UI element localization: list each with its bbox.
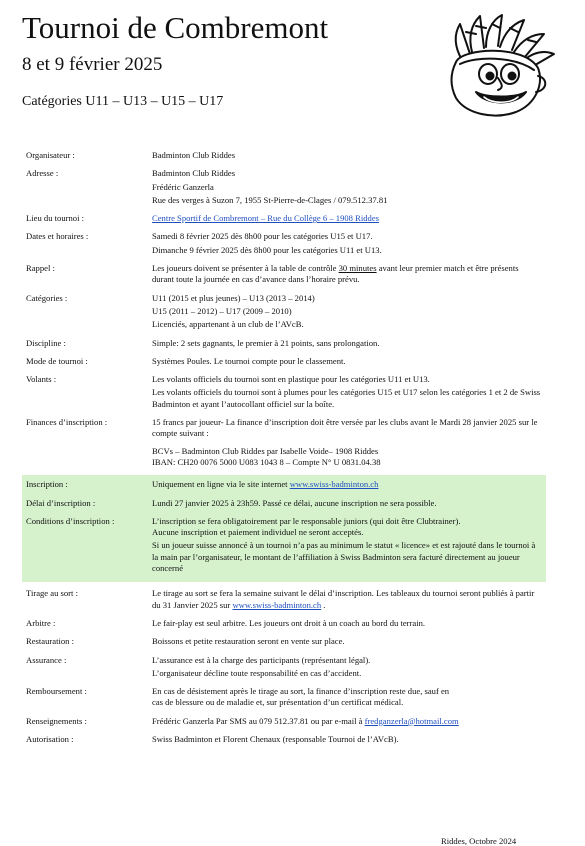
schedule-saturday: Samedi 8 février 2025 dès 8h00 pour les catégories U15 et U17. bbox=[152, 231, 373, 242]
reminder-text-end: avant leur premier match et être présents durant toute la journée en cas d’avance dans l’horaire prévu. bbox=[152, 263, 519, 285]
row-value: Systèmes Poules. Le tournoi compte pour le classement. bbox=[152, 355, 346, 366]
row-lieu bbox=[22, 213, 546, 231]
row-value: Boissons et petite restauration seront en vente sur place. bbox=[152, 636, 345, 647]
reminder-underlined: 30 minutes bbox=[338, 263, 377, 274]
reminder-text-start: Les joueurs doivent se présenter à la table de contrôle bbox=[152, 263, 339, 274]
draw-text: Le tirage au sort se fera la semaine suivant le délai d’inscription. Les tableaux du tournoi seront publiés à partir du 31 Janvier 2025 sur bbox=[152, 588, 535, 610]
categories-line-3: Licenciés, appartenant à un club de l’AVcB. bbox=[152, 319, 304, 330]
tournament-title: Tournoi de Combremont bbox=[22, 10, 329, 45]
row-value bbox=[148, 475, 546, 497]
row-arbitre bbox=[22, 618, 546, 636]
row-label: Mode de tournoi : bbox=[26, 355, 88, 366]
row-value bbox=[148, 168, 546, 213]
row-value: Badminton Club Riddes bbox=[152, 150, 236, 160]
row-label: Assurance : bbox=[26, 654, 67, 665]
row-value: Lundi 27 janvier 2025 à 23h59. Passé ce délai, aucune inscription ne sera possible. bbox=[148, 498, 546, 516]
row-value bbox=[148, 231, 546, 263]
shuttles-feather: Les volants officiels du tournoi sont à plumes pour les catégories U15 et U17 selon les catégories 1 et 2 de Swiss Badminton et ayant l’autocollant officiel sur la boîte. bbox=[152, 387, 541, 409]
email-link[interactable]: fredganzerla@hotmail.com bbox=[364, 715, 459, 726]
row-label: Restauration : bbox=[26, 636, 74, 647]
row-conditions bbox=[22, 516, 546, 582]
row-mode bbox=[22, 356, 546, 374]
fee-text: 15 francs par joueur- La finance d’inscription doit être versée par les clubs avant le Mardi 28 janvier 2025 sur le compte suivant : bbox=[152, 417, 538, 439]
row-assurance bbox=[22, 655, 546, 687]
conditions-line-2: Aucune inscription et paiement individuel ne seront acceptés. bbox=[152, 527, 364, 538]
row-label: Volants : bbox=[26, 374, 57, 385]
row-autorisation bbox=[22, 734, 546, 752]
row-label: Discipline : bbox=[26, 337, 66, 348]
row-value bbox=[148, 263, 546, 293]
row-value bbox=[148, 417, 546, 475]
row-value bbox=[148, 516, 546, 582]
row-label: Remboursement : bbox=[26, 686, 87, 697]
row-label: Renseignements : bbox=[26, 715, 87, 726]
schedule-sunday: Dimanche 9 février 2025 dès 8h00 pour les catégories U11 et U13. bbox=[152, 244, 382, 255]
draw-text-end: . bbox=[321, 599, 326, 610]
footer-date: Riddes, Octobre 2024 bbox=[441, 836, 517, 846]
row-label: Tirage au sort : bbox=[26, 588, 78, 599]
row-inscription bbox=[22, 475, 546, 497]
bank-iban: IBAN: CH20 0076 5000 U083 1043 8 – Compte N° U 0831.04.38 bbox=[152, 456, 381, 467]
row-value: Swiss Badminton et Florent Chenaux (responsable Tournoi de l’AVcB). bbox=[152, 733, 399, 744]
insurance-line-2: L’organisateur décline toute responsabilité en cas d’accident. bbox=[152, 667, 362, 678]
tournament-dates: 8 et 9 février 2025 bbox=[22, 54, 163, 75]
row-remboursement bbox=[22, 686, 546, 716]
row-label: Finances d’inscription : bbox=[26, 417, 108, 428]
row-restauration bbox=[22, 636, 546, 654]
row-value: Simple: 2 sets gagnants, le premier à 21 points, sans prolongation. bbox=[152, 337, 380, 348]
row-categories bbox=[22, 293, 546, 338]
row-label: Inscription : bbox=[22, 475, 148, 497]
categories-line-1: U11 (2015 et plus jeunes) – U13 (2013 – 2014) bbox=[152, 292, 315, 303]
row-adresse bbox=[22, 168, 546, 213]
insurance-line-1: L’assurance est à la charge des participants (représentant légal). bbox=[152, 654, 371, 665]
row-delai bbox=[22, 498, 546, 516]
tournament-info-table bbox=[22, 150, 546, 752]
row-rappel bbox=[22, 263, 546, 293]
refund-line-1: En cas de désistement après le tirage au sort, la finance d’inscription reste due, sauf en bbox=[152, 686, 450, 697]
conditions-line-1: L’inscription se fera obligatoirement par le responsable juniors (qui doit être Clubtrainer). bbox=[152, 515, 461, 526]
conditions-line-3: Si un joueur suisse annoncé à un tournoi n’a pas au minimum le statut « licence» et est rajouté dans le tournoi à la main par l’organisateur, le montant de l’affiliation à Swiss Badminton sera facturé directement au joueur concerné bbox=[152, 540, 536, 574]
row-organisateur bbox=[22, 150, 546, 168]
row-volants bbox=[22, 374, 546, 417]
row-label: Délai d’inscription : bbox=[22, 498, 148, 516]
row-discipline bbox=[22, 338, 546, 356]
row-finances bbox=[22, 417, 546, 475]
row-label: Catégories : bbox=[26, 292, 68, 303]
venue-link[interactable]: Centre Sportif de Combremont – Rue du Collège 6 – 1908 Riddes bbox=[152, 213, 379, 224]
contact-text: Frédéric Ganzerla Par SMS au 079 512.37.81 ou par e-mail à bbox=[152, 715, 365, 726]
tournament-categories: Catégories U11 – U13 – U15 – U17 bbox=[22, 94, 224, 109]
row-value: Le fair-play est seul arbitre. Les joueurs ont droit à un coach au bord du terrain. bbox=[152, 617, 426, 628]
shuttles-plastic: Les volants officiels du tournoi sont en plastique pour les catégories U11 et U13. bbox=[152, 374, 430, 385]
row-renseignements bbox=[22, 716, 546, 734]
draw-link[interactable]: www.swiss-badminton.ch bbox=[232, 599, 322, 610]
row-label: Organisateur : bbox=[26, 150, 75, 160]
row-label: Dates et horaires : bbox=[26, 231, 89, 242]
row-label: Arbitre : bbox=[26, 617, 56, 628]
inscription-text: Uniquement en ligne via le site internet bbox=[152, 479, 290, 490]
bank-holder: BCVs – Badminton Club Riddes par Isabelle Voide– 1908 Riddes bbox=[152, 445, 379, 456]
categories-line-2: U15 (2011 – 2012) – U17 (2009 – 2010) bbox=[152, 305, 292, 316]
row-value bbox=[148, 582, 546, 618]
shuttlecock-mascot-icon bbox=[432, 12, 564, 122]
row-value bbox=[148, 716, 546, 734]
row-value bbox=[148, 213, 546, 231]
row-value bbox=[148, 374, 546, 417]
address-street: Rue des verges à Suzon 7, 1955 St-Pierre-de-Clages / 079.512.37.81 bbox=[152, 194, 388, 205]
row-label: Rappel : bbox=[26, 263, 55, 274]
row-label: Lieu du tournoi : bbox=[26, 213, 84, 224]
refund-line-2: cas de blessure ou de maladie et, sur présentation d’un certificat médical. bbox=[152, 697, 404, 708]
row-value bbox=[148, 655, 546, 687]
row-value bbox=[148, 686, 546, 716]
row-label: Autorisation : bbox=[26, 733, 74, 744]
row-value bbox=[148, 293, 546, 338]
row-label: Conditions d’inscription : bbox=[22, 516, 148, 582]
row-horaires bbox=[22, 231, 546, 263]
address-contact: Frédéric Ganzerla bbox=[152, 181, 214, 192]
row-label: Adresse : bbox=[26, 168, 59, 179]
row-tirage bbox=[22, 582, 546, 618]
swiss-badminton-link[interactable]: www.swiss-badminton.ch bbox=[289, 479, 379, 490]
address-club: Badminton Club Riddes bbox=[152, 168, 236, 179]
